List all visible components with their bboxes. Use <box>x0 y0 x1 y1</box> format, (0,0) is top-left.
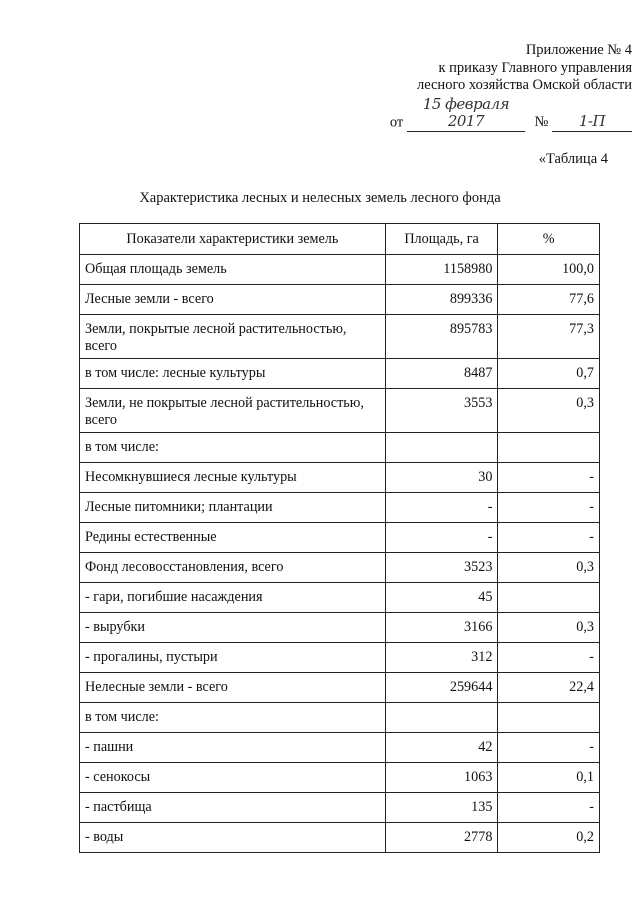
row-area: 8487 <box>385 359 498 389</box>
row-percent: 77,6 <box>498 285 600 315</box>
row-label: - вырубки <box>80 613 386 643</box>
row-percent: 0,7 <box>498 359 600 389</box>
row-area: 30 <box>385 463 498 493</box>
land-characteristics-table <box>79 223 600 853</box>
table-row <box>80 673 600 703</box>
row-label: - прогалины, пустыри <box>80 643 386 673</box>
row-label: - пастбища <box>80 793 386 823</box>
row-area: 259644 <box>385 673 498 703</box>
table-row <box>80 823 600 853</box>
row-percent: 22,4 <box>498 673 600 703</box>
table-row <box>80 359 600 389</box>
table-row <box>80 493 600 523</box>
order-number: 1-П <box>552 113 632 132</box>
row-percent <box>498 433 600 463</box>
row-area: 1158980 <box>385 255 498 285</box>
row-area: 2778 <box>385 823 498 853</box>
row-area: 42 <box>385 733 498 763</box>
number-prefix: № <box>534 114 549 130</box>
date-prefix: от <box>389 114 404 130</box>
row-area <box>385 433 498 463</box>
table-row <box>80 389 600 433</box>
row-label: Фонд лесовосстановления, всего <box>80 553 386 583</box>
row-percent: 0,3 <box>498 389 600 433</box>
row-percent <box>498 583 600 613</box>
row-label: Лесные питомники; плантации <box>80 493 386 523</box>
row-area: 45 <box>385 583 498 613</box>
row-area: 3166 <box>385 613 498 643</box>
row-label: Лесные земли - всего <box>80 285 386 315</box>
row-area: 3523 <box>385 553 498 583</box>
table-row <box>80 733 600 763</box>
row-percent: 100,0 <box>498 255 600 285</box>
column-header-percent: % <box>498 224 600 255</box>
row-percent: - <box>498 463 600 493</box>
table-row <box>80 583 600 613</box>
authority-name: лесного хозяйства Омской области <box>416 77 632 93</box>
row-area: 3553 <box>385 389 498 433</box>
row-label: - сенокосы <box>80 763 386 793</box>
table-title: Характеристика лесных и нелесных земель лесного фонда <box>139 190 501 206</box>
column-header-area: Площадь, га <box>385 224 498 255</box>
table-row <box>80 703 600 733</box>
row-label: в том числе: <box>80 703 386 733</box>
row-percent: - <box>498 793 600 823</box>
row-label: - гари, погибшие насаждения <box>80 583 386 613</box>
order-date: 15 февраля 2017 <box>407 96 525 132</box>
row-percent: 0,3 <box>498 553 600 583</box>
table-row <box>80 763 600 793</box>
row-label: в том числе: <box>80 433 386 463</box>
appendix-title: Приложение № 4 <box>525 42 632 58</box>
table-row <box>80 285 600 315</box>
order-date-line <box>390 96 632 132</box>
row-area: 312 <box>385 643 498 673</box>
row-label: Редины естественные <box>80 523 386 553</box>
table-row <box>80 463 600 493</box>
table-row <box>80 255 600 285</box>
row-label: в том числе: лесные культуры <box>80 359 386 389</box>
row-percent: 0,2 <box>498 823 600 853</box>
table-number: «Таблица 4 <box>538 151 608 167</box>
table-header-row <box>80 224 600 255</box>
row-percent: - <box>498 493 600 523</box>
row-label: - пашни <box>80 733 386 763</box>
table-row <box>80 643 600 673</box>
appendix-header <box>390 42 632 132</box>
row-percent: 0,3 <box>498 613 600 643</box>
table-row <box>80 315 600 359</box>
row-area: - <box>385 493 498 523</box>
row-area: 895783 <box>385 315 498 359</box>
row-area <box>385 703 498 733</box>
row-percent: - <box>498 643 600 673</box>
row-percent: 77,3 <box>498 315 600 359</box>
row-percent: 0,1 <box>498 763 600 793</box>
row-label: Несомкнувшиеся лесные культуры <box>80 463 386 493</box>
row-percent <box>498 703 600 733</box>
table-row <box>80 433 600 463</box>
row-label: Общая площадь земель <box>80 255 386 285</box>
table-row <box>80 793 600 823</box>
order-reference: к приказу Главного управления <box>438 59 632 76</box>
column-header-indicator: Показатели характеристики земель <box>80 224 386 255</box>
row-percent: - <box>498 523 600 553</box>
table-row <box>80 523 600 553</box>
row-label: Нелесные земли - всего <box>80 673 386 703</box>
table-row <box>80 553 600 583</box>
row-area: 899336 <box>385 285 498 315</box>
row-area: - <box>385 523 498 553</box>
row-label: - воды <box>80 823 386 853</box>
row-percent: - <box>498 733 600 763</box>
row-label: Земли, покрытые лесной растительностью, всего <box>80 315 386 359</box>
row-area: 1063 <box>385 763 498 793</box>
table-row <box>80 613 600 643</box>
row-label: Земли, не покрытые лесной растительностью, всего <box>80 389 386 433</box>
row-area: 135 <box>385 793 498 823</box>
